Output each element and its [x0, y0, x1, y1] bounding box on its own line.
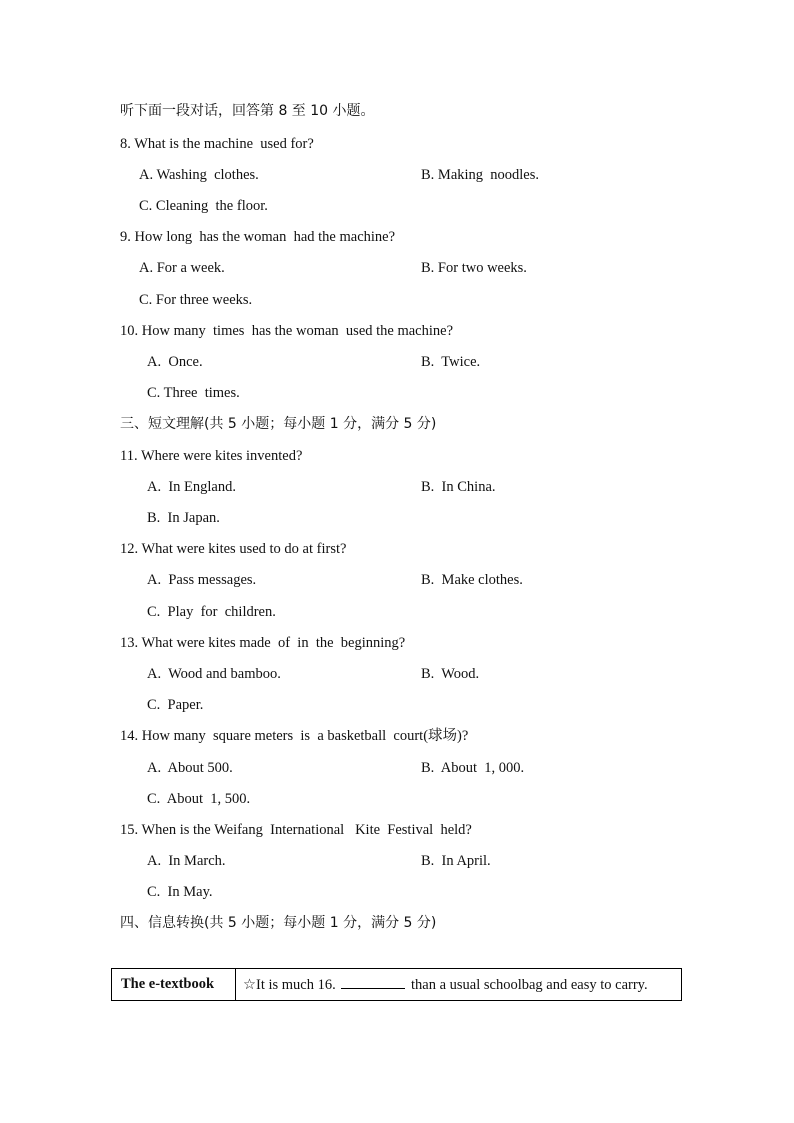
- question-stem: 15. When is the Weifang International Kite Festival held?: [120, 822, 472, 838]
- question-stem: 9. How long has the woman had the machine?: [120, 229, 396, 245]
- option-b: B. Making noodles.: [421, 167, 540, 183]
- answer-blank[interactable]: [341, 976, 405, 989]
- option-c: C. Play for children.: [147, 604, 276, 620]
- option-a: A. In England.: [147, 479, 236, 495]
- info-table: [111, 968, 682, 1001]
- option-a: A. Washing clothes.: [139, 167, 259, 183]
- question-stem: 11. Where were kites invented?: [120, 448, 303, 464]
- option-a: A. Pass messages.: [147, 572, 257, 588]
- content-before: ☆It is much 16.: [243, 976, 340, 993]
- section3-heading: 三、短文理解(共 5 小题；每小题 1 分，满分 5 分): [120, 416, 437, 432]
- option-c: C. Paper.: [147, 697, 204, 713]
- table-row: [112, 969, 682, 1001]
- option-b: B. In China.: [421, 479, 496, 495]
- option-a: A. In March.: [147, 853, 226, 869]
- option-b: B. In April.: [421, 853, 491, 869]
- question-stem: 8. What is the machine used for?: [120, 136, 314, 152]
- option-b: B. For two weeks.: [421, 260, 527, 276]
- option-b: B. Make clothes.: [421, 572, 523, 588]
- option-a: A. Wood and bamboo.: [147, 666, 281, 682]
- question-stem: 13. What were kites made of in the beginning?: [120, 635, 406, 651]
- section4-heading: 四、信息转换(共 5 小题；每小题 1 分，满分 5 分): [120, 915, 437, 931]
- option-a: A. For a week.: [139, 260, 225, 276]
- option-b: B. About 1, 000.: [421, 760, 525, 776]
- question-stem: 12. What were kites used to do at first?: [120, 541, 347, 557]
- option-c: C. Three times.: [147, 385, 240, 401]
- table-content-cell: [236, 969, 682, 1001]
- option-a: A. Once.: [147, 354, 203, 370]
- option-c: C. In May.: [147, 884, 213, 900]
- option-b: B. Wood.: [421, 666, 480, 682]
- table-label-cell: The e-textbook: [112, 969, 236, 1001]
- option-c: B. In Japan.: [147, 510, 220, 526]
- option-c: C. About 1, 500.: [147, 791, 251, 807]
- option-c: C. For three weeks.: [139, 292, 253, 308]
- option-b: B. Twice.: [421, 354, 481, 370]
- question-stem: 10. How many times has the woman used the machine?: [120, 323, 454, 339]
- option-a: A. About 500.: [147, 760, 233, 776]
- option-c: C. Cleaning the floor.: [139, 198, 268, 214]
- question-stem: 14. How many square meters is a basketball court(球场)?: [120, 728, 469, 744]
- section-listening-intro: 听下面一段对话，回答第 8 至 10 小题。: [120, 103, 375, 119]
- content-after: than a usual schoolbag and easy to carry.: [407, 976, 648, 993]
